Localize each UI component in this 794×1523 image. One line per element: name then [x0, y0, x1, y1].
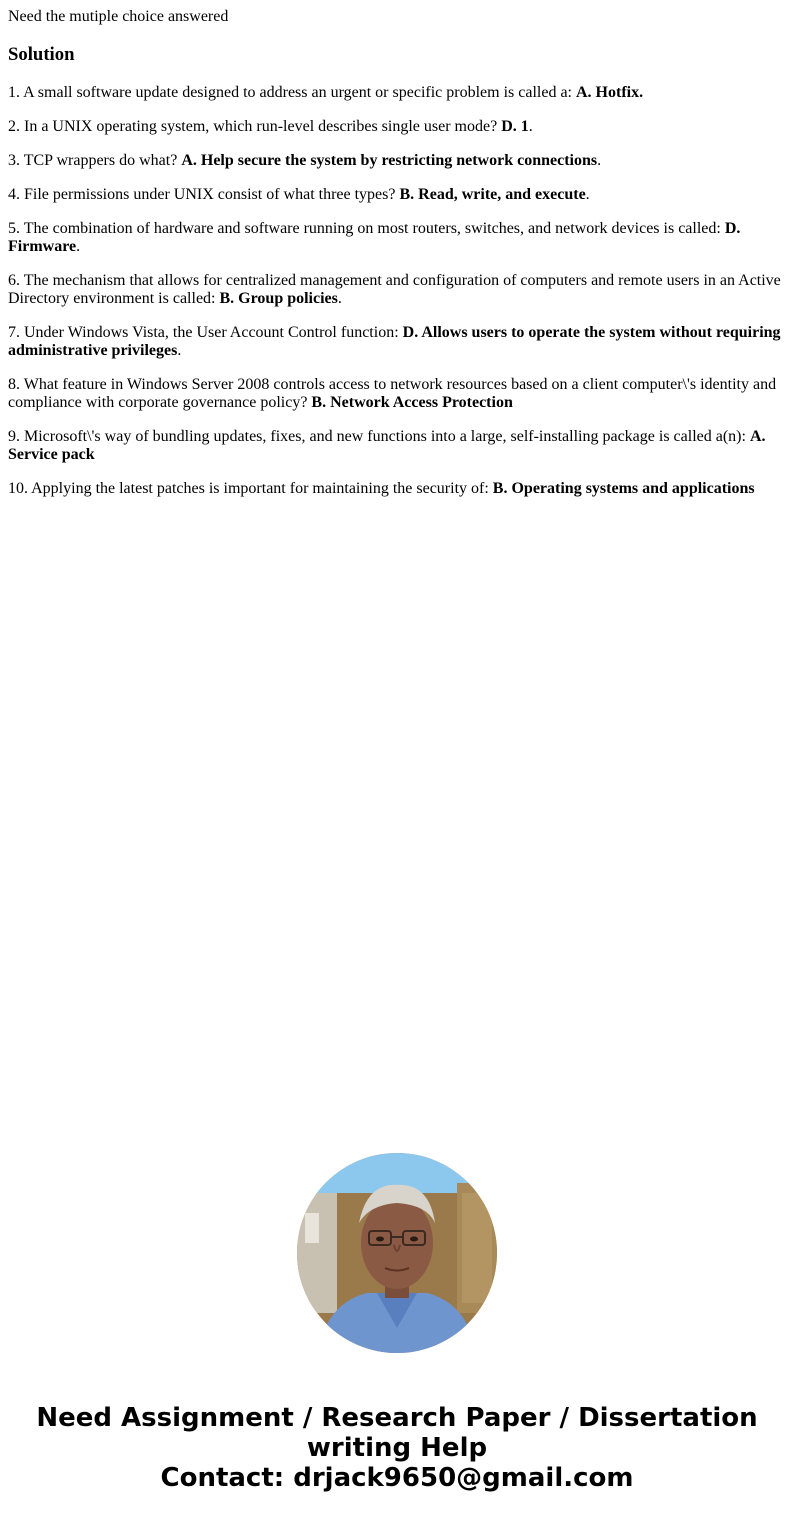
avatar-portrait: [297, 1153, 497, 1353]
answer-question: 2. In a UNIX operating system, which run-level describes single user mode?: [8, 118, 502, 135]
answer-question: 1. A small software update designed to address an urgent or specific problem is called a:: [8, 84, 576, 101]
answer-item: [8, 220, 786, 256]
answer-question: 5. The combination of hardware and software running on most routers, switches, and network devices is called:: [8, 220, 725, 237]
answer-item: [8, 186, 786, 204]
answer-tail: .: [528, 118, 533, 135]
answer-choice: D. Allows users to operate the system without requiring administrative privileges: [8, 324, 781, 359]
answer-tail: .: [337, 290, 342, 307]
answer-item: [8, 428, 786, 464]
answer-choice: D. Firmware: [8, 220, 741, 255]
answer-item: [8, 272, 786, 308]
answer-question: 4. File permissions under UNIX consist of what three types?: [8, 186, 400, 203]
answer-question: 9. Microsoft\'s way of bundling updates, fixes, and new functions into a large, self-installing package is called a(n):: [8, 428, 750, 445]
footer-contact[interactable]: Contact: drjack9650@gmail.com: [160, 1463, 634, 1493]
question-text: Need the mutiple choice answered: [8, 8, 229, 25]
author-avatar: [297, 1153, 497, 1353]
answer-choice: B. Network Access Protection: [311, 394, 513, 411]
footer-line-1: Need Assignment / Research Paper / Dissertation: [36, 1403, 758, 1433]
answer-item: [8, 480, 786, 498]
answer-choice: D. 1: [501, 118, 529, 135]
answer-item: [8, 324, 786, 360]
solution-heading: Solution: [8, 44, 75, 65]
answer-question: 10. Applying the latest patches is important for maintaining the security of:: [8, 480, 493, 497]
answer-tail: .: [597, 152, 602, 169]
answer-choice: B. Read, write, and execute: [399, 186, 586, 203]
answer-question: 7. Under Windows Vista, the User Account Control function:: [8, 324, 403, 341]
answer-tail: .: [76, 238, 81, 255]
answer-choice: A. Help secure the system by restricting network connections: [181, 152, 598, 169]
answer-tail: .: [585, 186, 590, 203]
answer-question: 6. The mechanism that allows for centralized management and configuration of computers and remote users in an Active Directory environment is called:: [8, 272, 781, 307]
answer-item: [8, 84, 786, 102]
answer-choice: A. Service pack: [8, 428, 766, 463]
answer-item: [8, 152, 786, 170]
answer-item: [8, 376, 786, 412]
contact-footer: [0, 1403, 794, 1493]
answer-question: 3. TCP wrappers do what?: [8, 152, 182, 169]
answer-question: 8. What feature in Windows Server 2008 controls access to network resources based on a client computer\'s identity and compliance with corporate governance policy?: [8, 376, 777, 411]
answer-choice: B. Group policies: [219, 290, 338, 307]
answer-choice: A. Hotfix.: [576, 84, 644, 101]
footer-line-2: writing Help: [306, 1433, 488, 1463]
answer-item: [8, 118, 786, 136]
answer-choice: B. Operating systems and applications: [492, 480, 755, 497]
answer-tail: .: [177, 342, 182, 359]
